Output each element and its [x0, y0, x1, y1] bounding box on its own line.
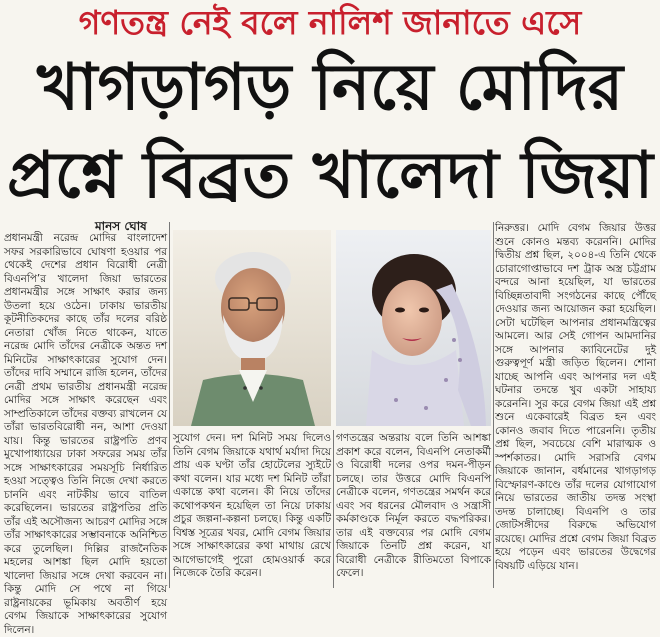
headline-line-1: খাগড়াগড় নিয়ে মোদির	[36, 51, 624, 125]
portrait-zia-illustration	[336, 230, 491, 426]
article-column-3: গণতন্ত্রের অন্তরায় বলে তিনি আশঙ্কা প্রকাশ করে বলেন, বিএনপি নেতাকর্মী ও বিরোধী দলের ওপর দমন-পীড়ন চলছে। তার উত্তরে মোদি বিএনপি নেত্রীকে বলেন, গণতন্ত্রের সমর্থন করে এবং সব ধরনের মৌলবাদ ও সন্ত্রাসী কর্মকাণ্ডকে নির্মূল করতে বদ্ধপরিকর। তার এই বক্তব্যের পর মোদি বেগম জিয়াকে তিনটি প্রশ্ন করেন, যা বিরোধী নেত্রীকে রীতিমতো বিপাকে ফেলে।	[336, 432, 491, 579]
headline-line-2: প্রশ্নে বিব্রত খালেদা জিয়া	[6, 139, 654, 213]
photo-narendra-modi	[173, 230, 331, 426]
column-divider	[493, 222, 494, 588]
column-divider	[169, 222, 170, 588]
portrait-modi-illustration	[173, 230, 331, 426]
article-column-1: প্রধানমন্ত্রী নরেন্দ্র মোদির বাংলাদেশ সফর সরকারিভাবে ঘোষণা হওয়ার পর থেকেই দেশের প্রধান বিরোধী নেত্রী বিএনপি’র খালেদা জিয়া ভারতের প্রধানমন্ত্রীর সঙ্গে সাক্ষাৎ করার জন্য উতলা হয়ে ওঠেন। ঢাকায় ভারতীয় কূটনীতিকদের কাছে তাঁর দলের বরিষ্ঠ নেতারা খোঁজ নিতে থাকেন, যাতে নরেন্দ্র মোদি তাঁদের নেত্রীকে অন্তত দশ মিনিটের সাক্ষাৎকারের সুযোগ দেন। তাঁদের দাবি সম্মানে রাজি হলেন, তাঁদের নেত্রী প্রথম ভারতীয় প্রধানমন্ত্রী নরেন্দ্র মোদির সঙ্গে সাক্ষাৎ করেছেন এবং সাম্প্রতিকালে তাঁদের বক্তব্য রাখলেন যে তাঁরা ভারতবিরোধী নন, আশা দেওয়া যায়। কিন্তু ভারতের রাষ্ট্রপতি প্রণব মুখোপাধ্যায়ের ঢাকা সফরের সময় তাঁর সঙ্গে সাক্ষাৎকারের সময়সূচি নির্ধারিত হওয়া সত্ত্বেও তিনি নিজে দেখা করতে চাননি এবং নাটকীয় ভাবে বাতিল করেছিলেন। ভারতের রাষ্ট্রপতির প্রতি তাঁর এই অসৌজন্য আচরণ মোদির সঙ্গে তাঁর সাক্ষাৎকারের সম্ভাবনাকে অনিশ্চিত করে তুলেছিল। দিল্লির রাজনৈতিক মহলের আশঙ্কা ছিল মোদি হয়তো খালেদা জিয়ার সঙ্গে দেখা করবেন না। কিন্তু মোদি সে পথে না গিয়ে রাষ্ট্রনায়কের ভূমিকায় অবতীর্ণ হয়ে বেগম জিয়াকে সাক্ষাৎকারের সুযোগ দিলেন।	[4, 232, 167, 636]
byline: মানস ঘোষ	[95, 219, 147, 233]
article-column-2: সুযোগ দেন। দশ মিনিট সময় দিলেও তিনি বেগম জিয়াকে যথার্থ মর্যাদা দিয়ে প্রায় এক ঘণ্টা তাঁর হোটেলের স্যুইটে কথা বলেন। যার মধ্যে দশ মিনিট তাঁরা একান্তে কথা বলেন। কী নিয়ে তাঁদের কথোপকথন হয়েছিল তা নিয়ে ঢাকায় প্রচুর জল্পনা-কল্পনা চলছে। কিন্তু একটি বিশ্বস্ত সূত্রের খবর, মোদি বেগম জিয়ার সঙ্গে সাক্ষাৎকারের কথা মাথায় রেখে আগেভাগেই পুরো হোমওয়ার্ক করে নিজেকে তৈরি করেন।	[173, 432, 331, 579]
headline-kicker: গণতন্ত্র নেই বলে নালিশ জানাতে এসে	[78, 3, 582, 42]
column-divider	[333, 430, 334, 588]
article-column-4: নিরুত্তর। মোদি বেগম জিয়ার উত্তর শুনে কোনও মন্তব্য করেননি। মোদির দ্বিতীয় প্রশ্ন ছিল, ২০০৪-এ তিনি থেকে চোরাগোপ্তাভাবে দশ ট্রাক অস্ত্র চট্টগ্রাম বন্দরে আনা হয়েছিল, যা ভারতের বিচ্ছিন্নতাবাদী সংগঠনের কাছে পৌঁছে দেওয়ার জন্য আয়োজন করা হয়েছিল। সেটা ঘটেছিল আপনার প্রধানমন্ত্রিত্বের আমলে। আর সেই গোপন আমদানির সঙ্গে আপনার ক্যাবিনেটের দুই গুরুত্বপূর্ণ মন্ত্রী জড়িত ছিলেন। শোনা যাচ্ছে আপনি এবং আপনার দল এই ঘটনার তদন্তে খুব একটা সাহায্য করেননি। সুর করে বেগম জিয়া এই প্রশ্ন শুনে একেবারেই বিব্রত হন এবং কোনও জবাব দিতে পারেননি। তৃতীয় প্রশ্ন ছিল, সবচেয়ে বেশি মারাত্মক ও স্পর্শকাতর। মোদি সরাসরি বেগম জিয়াকে জানান, বর্ধমানের খাগড়াগড় বিস্ফোরণ-কাণ্ডে তাঁর দলের যোগাযোগ নিয়ে ভারতের জাতীয় তদন্ত সংস্থা তদন্ত চালাচ্ছে। বিএনপি ও তার জোটসঙ্গীদের বিরুদ্ধে অভিযোগ রয়েছে। মোদির প্রশ্নে বেগম জিয়া বিব্রত হয়ে পড়েন এবং ভারতের উদ্বেগের বিষয়টি এড়িয়ে যান।	[495, 222, 656, 572]
photo-khaleda-zia	[336, 230, 491, 426]
